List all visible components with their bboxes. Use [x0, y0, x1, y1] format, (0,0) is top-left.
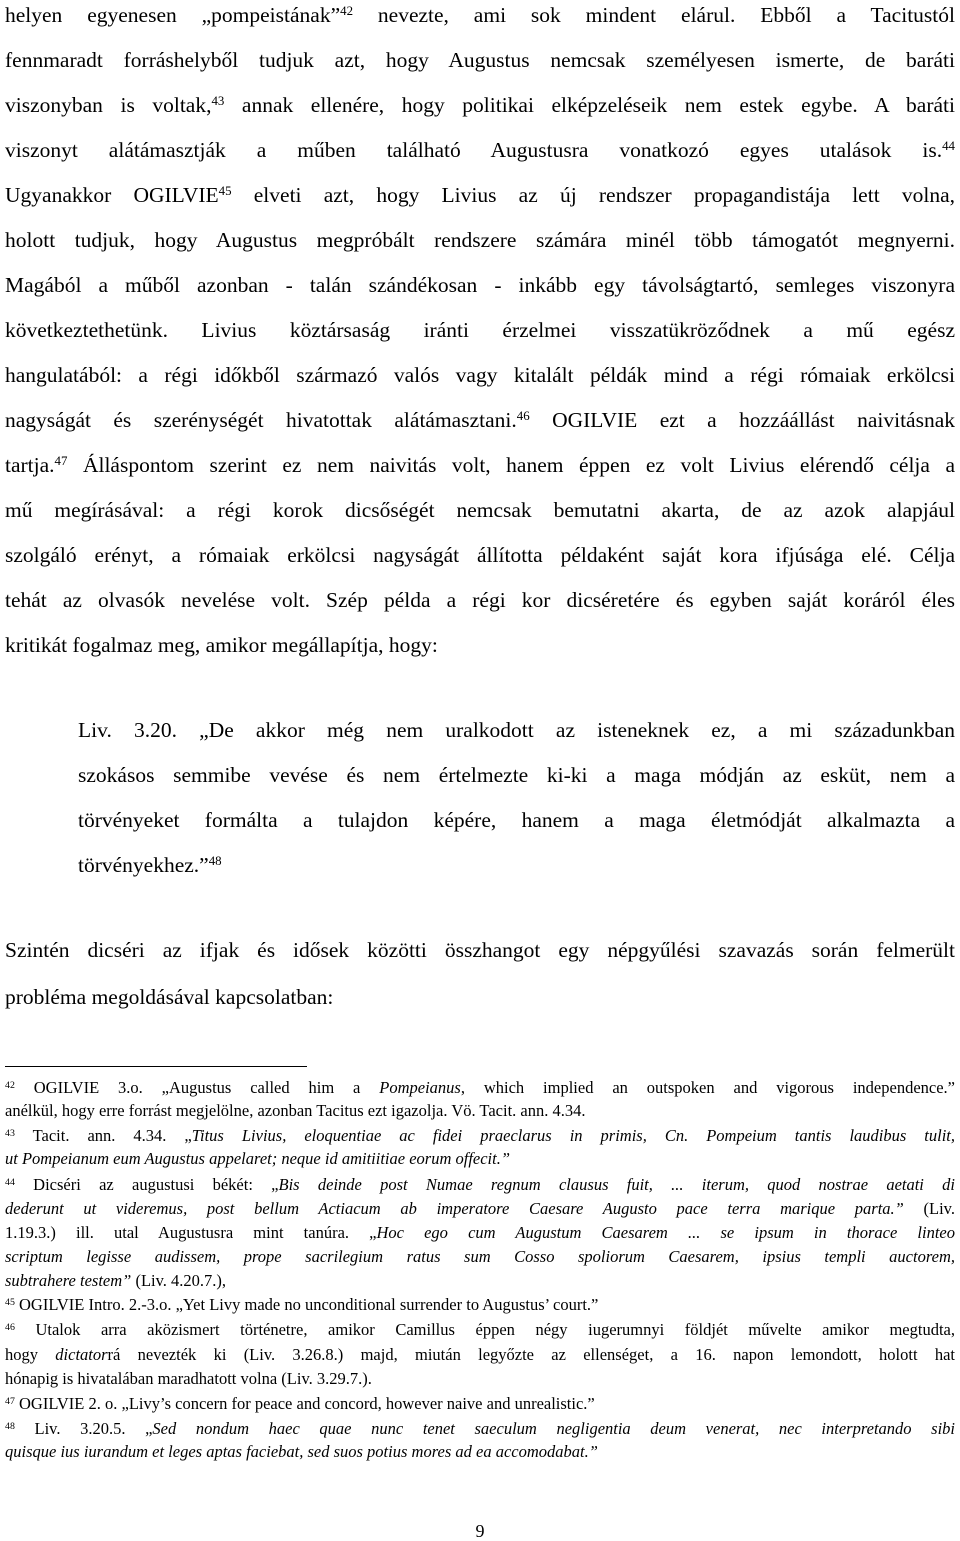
- body-line-5: Ugyanakkor OGILVIE$^{45}$ elveti azt, hogy Livius az új rendszer propagandistája lett volna,: [5, 183, 956, 207]
- footnote-ref-46[interactable]: 46: [516, 408, 530, 423]
- footnote-42-line-1: $^{42}$ OGILVIE 3.o. „Augustus called him a Pompeianus, which implied an outspoken and vigorous independence.”: [5, 1078, 955, 1097]
- body-line-16: Szintén dicséri az ifjak és idősek közötti összhangot egy népgyűlési szavazás során felmerült: [5, 938, 955, 962]
- footnote-44-line-2: dederunt ut videremus, post bellum Actiacum ab imperatore Caesare Augusto pace terra marique parta.” (Liv.: [5, 1199, 955, 1218]
- body-line-17: probléma megoldásával kapcsolatban:: [5, 985, 334, 1009]
- footnote-44-line-3: 1.19.3.) ill. utal Augustusra mint tanúra. „Hoc ego cum Augustum Caesarem ... se ipsum in thorace linteo: [5, 1223, 955, 1242]
- footnote-46-line-1: $^{46}$ Utalok arra aközismert történetre, amikor Camillus éppen négy iugerumnyi földjét művelte amikor megtudta,: [5, 1320, 955, 1339]
- footnote-ref-45[interactable]: 45: [218, 183, 232, 198]
- body-line-12: mű megírásával: a régi korok dicsőségét nemcsak bemutatni akarta, de az azok alapjául: [5, 498, 955, 522]
- body-line-7: Magából a műből azonban - talán szándékosan - inkább egy távolságtartó, semleges viszonyra: [5, 273, 955, 297]
- body-line-15: kritikát fogalmaz meg, amikor megállapítja, hogy:: [5, 633, 438, 657]
- body-line-13: szolgáló erényt, a rómaiak erkölcsi nagyságát állította példaként saját kora ifjúsága elé. Célja: [5, 543, 955, 567]
- footnote-ref-43[interactable]: 43: [211, 93, 225, 108]
- body-line-4: viszonyt alátámasztják a műben található Augustusra vonatkozó egyes utalások is.$^{44}$: [5, 138, 955, 162]
- footnote-ref-47[interactable]: 47: [54, 453, 68, 468]
- body-line-9: hangulatából: a régi időkből származó valós vagy kitalált példák mind a régi rómaiak erkölcsi: [5, 363, 955, 387]
- footnote-46-line-2: hogy dictatorrá nevezték ki (Liv. 3.26.8.) majd, miután legyőzte az ellenséget, a 16. napon lemondott, holott hat: [5, 1345, 956, 1364]
- footnote-45-line-1: $^{45}$ OGILVIE Intro. 2.-3.o. „Yet Livy made no unconditional surrender to Augustus’ court.”: [5, 1295, 599, 1314]
- footnote-42-line-2: anélkül, hogy erre forrást megjelölne, azonban Tacitus ezt igazolja. Vö. Tacit. ann. 4.34.: [5, 1101, 586, 1120]
- body-line-8: következtethetünk. Livius köztársaság iránti érzelmei visszatükröződnek a mű egész: [5, 318, 955, 342]
- body-line-10: nagyságát és szerénységét hivatottak alátámasztani.$^{46}$ OGILVIE ezt a hozzáállást naivitásnak: [5, 408, 955, 432]
- quote-line-3: törvényeket formálta a tulajdon képére, hanem a maga életmódját alkalmazta a: [78, 808, 955, 832]
- footnote-ref-42[interactable]: 42: [340, 3, 354, 18]
- quote-line-1: Liv. 3.20. „De akkor még nem uralkodott az isteneknek ez, a mi századunkban: [78, 718, 955, 742]
- footnote-43-line-1: $^{43}$ Tacit. ann. 4.34. „Titus Livius, eloquentiae ac fidei praeclarus in primis, Cn. Pompeium tantis laudibus tulit,: [5, 1126, 956, 1145]
- quote-line-2: szokásos semmibe vevése és nem értelmezte ki-ki a maga módján az esküt, nem a: [78, 763, 955, 787]
- body-line-1: helyen egyenesen „pompeistának”$^{42}$ nevezte, ami sok mindent elárul. Ebből a Tacitustól: [5, 3, 955, 27]
- footnote-ref-48[interactable]: 48: [208, 853, 222, 868]
- quote-line-4: törvényekhez.”$^{48}$: [78, 853, 222, 877]
- footnote-48-line-2: quisque ius iurandum et leges aptas faciebat, sed suos potius mores ad ea accomodabat.”: [5, 1442, 598, 1461]
- footnote-44-line-5: subtrahere testem” (Liv. 4.20.7.),: [5, 1271, 227, 1290]
- footnote-ref-44[interactable]: 44: [942, 138, 955, 153]
- footnote-48-line-1: $^{48}$ Liv. 3.20.5. „Sed nondum haec quae nunc tenet saeculum negligentia deum venerat, nec interpretando sibi: [5, 1419, 956, 1438]
- footnote-44-line-4: scriptum legisse audissem, prope sacrilegium ratus sum Cosso spoliorum Caesarem, ipsius templi auctorem,: [5, 1247, 955, 1266]
- body-line-2: fennmaradt forráshelyből tudjuk azt, hogy Augustus nemcsak személyesen ismerte, de baráti: [5, 48, 955, 72]
- footnote-separator: [5, 1066, 307, 1067]
- body-line-3: viszonyban is voltak,$^{43}$ annak ellenére, hogy politikai elképzeléseik nem estek egybe. A baráti: [5, 93, 955, 117]
- footnote-44-line-1: $^{44}$ Dicséri az augustusi békét: „Bis deinde post Numae regnum clausus fuit, ... iterum, quod nostrae aetati di: [5, 1175, 955, 1194]
- footnote-47-line-1: $^{47}$ OGILVIE 2. o. „Livy’s concern for peace and concord, however naive and unrealistic.”: [5, 1394, 595, 1413]
- footnote-46-line-3: hónapig is hivatalában maradhatott volna (Liv. 3.29.7.).: [5, 1369, 372, 1388]
- body-line-6: holott tudjuk, hogy Augustus megpróbált rendszere számára minél több támogatót megnyerni.: [5, 228, 955, 252]
- page-number: 9: [475, 1521, 485, 1541]
- footnote-43-line-2: ut Pompeianum eum Augustus appelaret; neque id amitiitiae eorum offecit.”: [5, 1149, 511, 1168]
- body-line-14: tehát az olvasók nevelése volt. Szép példa a régi kor dicséretére és egyben saját koráról éles: [5, 588, 955, 612]
- body-line-11: tartja.$^{47}$ Álláspontom szerint ez nem naivitás volt, hanem éppen ez volt Livius elérendő célja a: [5, 453, 955, 477]
